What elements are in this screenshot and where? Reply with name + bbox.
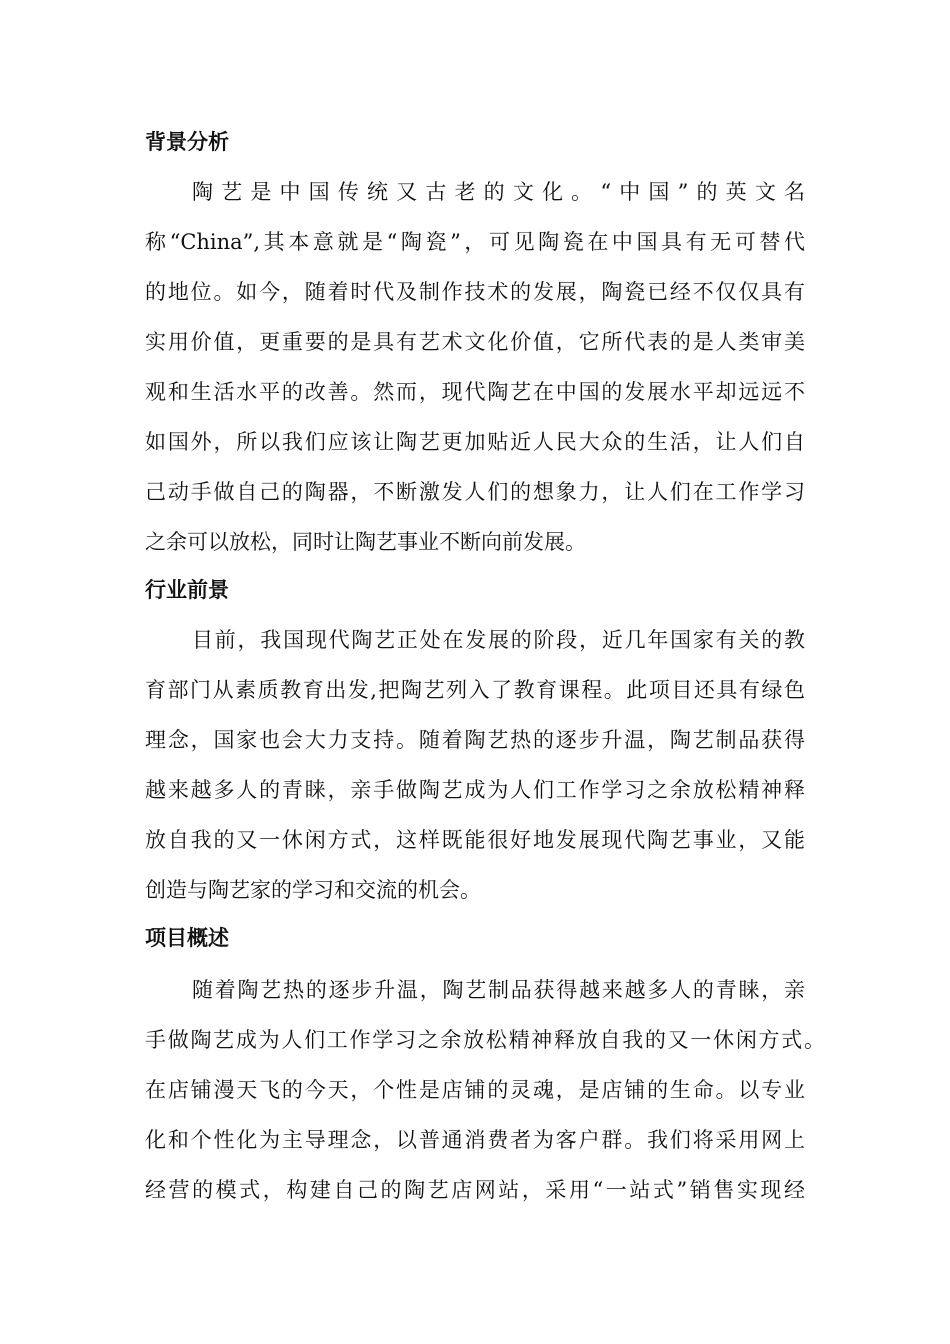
section-heading-project-overview: 项目概述 <box>145 926 229 950</box>
paragraph-line: 实用价值，更重要的是具有艺术文化价值，它所代表的是人类审美 <box>145 330 805 354</box>
paragraph-line: 在店铺漫天飞的今天，个性是店铺的灵魂，是店铺的生命。以专业 <box>145 1078 805 1102</box>
paragraph-line: 如国外，所以我们应该让陶艺更加贴近人民大众的生活，让人们自 <box>145 430 805 454</box>
paragraph-line: 化和个性化为主导理念，以普通消费者为客户群。我们将采用网上 <box>145 1128 805 1152</box>
paragraph-line: 理念，国家也会大力支持。随着陶艺热的逐步升温，陶艺制品获得 <box>145 728 805 752</box>
paragraph-line: 之余可以放松，同时让陶艺事业不断向前发展。 <box>145 530 586 554</box>
paragraph-line: 创造与陶艺家的学习和交流的机会。 <box>145 878 481 902</box>
paragraph-line: 越来越多人的青睐，亲手做陶艺成为人们工作学习之余放松精神释 <box>145 778 805 802</box>
paragraph-line: 的地位。如今，随着时代及制作技术的发展，陶瓷已经不仅仅具有 <box>145 280 805 304</box>
section-heading-background: 背景分析 <box>145 130 229 154</box>
paragraph-line: 经营的模式，构建自己的陶艺店网站，采用“一站式”销售实现经 <box>145 1178 805 1202</box>
paragraph-line: 育部门从素质教育出发,把陶艺列入了教育课程。此项目还具有绿色 <box>145 678 805 702</box>
paragraph-line: 陶艺是中国传统又古老的文化。“中国”的英文名 <box>192 180 805 204</box>
section-heading-industry-outlook: 行业前景 <box>145 578 229 602</box>
paragraph-line: 随着陶艺热的逐步升温，陶艺制品获得越来越多人的青睐，亲 <box>192 978 805 1002</box>
paragraph-line: 目前，我国现代陶艺正处在发展的阶段，近几年国家有关的教 <box>192 628 805 652</box>
paragraph-line: 放自我的又一休闲方式，这样既能很好地发展现代陶艺事业，又能 <box>145 828 805 852</box>
paragraph-line: 手做陶艺成为人们工作学习之余放松精神释放自我的又一休闲方式。 <box>145 1028 825 1052</box>
paragraph-line: 己动手做自己的陶器，不断激发人们的想象力，让人们在工作学习 <box>145 480 805 504</box>
paragraph-line: 观和生活水平的改善。然而，现代陶艺在中国的发展水平却远远不 <box>145 380 805 404</box>
paragraph-line: 称“China”,其本意就是“陶瓷”，可见陶瓷在中国具有无可替代 <box>145 230 805 254</box>
